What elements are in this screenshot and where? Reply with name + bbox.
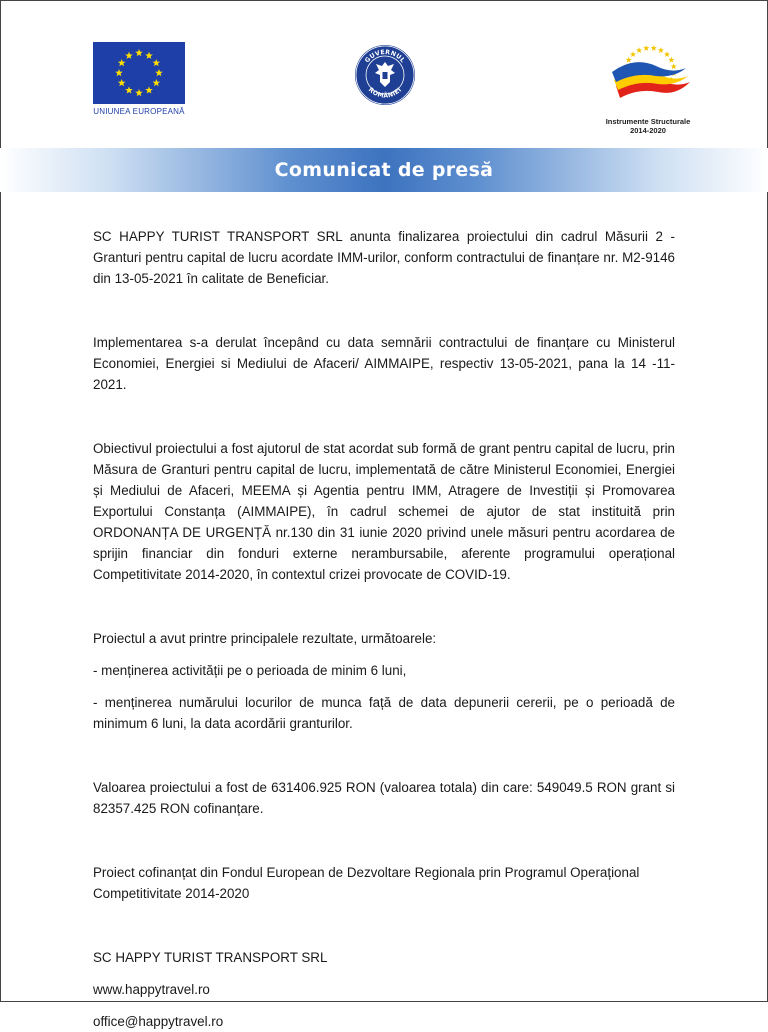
is-star-icon <box>636 47 642 53</box>
svg-text:ROMÂNIEI: ROMÂNIEI <box>366 86 404 100</box>
eu-star-icon <box>125 86 133 93</box>
eu-star-icon <box>135 49 143 56</box>
is-star-icon <box>626 57 632 63</box>
is-star-icon <box>664 51 670 57</box>
press-release-body <box>93 226 675 1032</box>
eu-star-icon <box>155 69 163 76</box>
paragraph-objective: Obiectivul proiectului a fost ajutorul de stat acordat sub formă de grant pentru capital de lucru, prin Măsura de Granturi pentru capital de lucru, implementată de către Ministerul Economiei, Energiei și Mediului de Afaceri, MEEMA și Agentia pentru IMM, Atragere de Investiții și Promovarea Exportului Constanța (AIMMAIPE), în cadrul schemei de ajutor de stat instituită prin ORDONANȚA DE URGENȚĂ nr.130 din 31 iunie 2020 privind unele măsuri pentru acordarea de sprijin financiar din fonduri externe nerambursabile, aferente programului operațional Competitivitate 2014-2020, în contextul crizei provocate de COVID-19. <box>93 441 675 582</box>
eu-star-icon <box>115 69 123 76</box>
structural-instruments-icon <box>598 40 698 110</box>
eu-star-icon <box>135 89 143 96</box>
is-star-icon <box>630 51 636 57</box>
is-star-icon <box>643 45 649 51</box>
government-emblem <box>354 44 416 106</box>
is-star-icon <box>658 47 664 53</box>
eu-star-icon <box>125 52 133 59</box>
paragraph-cofinancing: Proiect cofinanțat din Fondul European de Dezvoltare Regionala prin Programul Operațional Competitivitate 2014-2020 <box>93 865 640 901</box>
is-star-icon <box>651 45 657 51</box>
paragraph-implementation: Implementarea s-a derulat începând cu data semnării contractului de finanțare cu Ministerul Economiei, Energiei si Mediului de Afaceri/ AIMMAIPE, respectiv 13-05-2021, pana la 14 -11-2021. <box>93 335 675 392</box>
is-caption-line-2: 2014-2020 <box>630 126 666 135</box>
eu-star-icon <box>153 79 161 86</box>
paragraph-announcement: SC HAPPY TURIST TRANSPORT SRL anunta finalizarea proiectului din cadrul Măsurii 2 - Granturi pentru capital de lucru acordate IMM-urilor, conform contractului de finanțare nr. M2-9146 din 13-05-2021 în calitate de Beneficiar. <box>93 229 675 286</box>
page-title: Comunicat de presă <box>274 159 494 181</box>
eu-caption: UNIUNEA EUROPEANĂ <box>93 107 185 116</box>
results-intro: Proiectul a avut printre principalele rezultate, următoarele: <box>93 631 437 646</box>
is-caption-line-1: Instrumente Structurale <box>605 117 691 126</box>
eu-logo <box>93 42 185 116</box>
eu-star-icon <box>118 79 126 86</box>
eu-star-icon <box>118 59 126 66</box>
svg-text:GUVERNUL: GUVERNUL <box>363 48 407 65</box>
eu-stars-icon <box>93 42 185 104</box>
eu-star-icon <box>153 59 161 66</box>
is-star-icon <box>671 63 677 69</box>
title-banner <box>0 148 768 192</box>
instrumente-structurale-logo <box>598 40 698 135</box>
result-item-2: - menținerea numărului locurilor de munca față de data depunerii cererii, pe o perioadă de minimum 6 luni, la data acordării granturilor. <box>93 695 675 731</box>
eu-star-icon <box>145 52 153 59</box>
is-star-icon <box>668 57 674 63</box>
website-link[interactable]: www.happytravel.ro <box>93 982 210 997</box>
company-name: SC HAPPY TURIST TRANSPORT SRL <box>93 950 328 965</box>
email-link[interactable]: office@happytravel.ro <box>93 1014 224 1029</box>
result-item-1: - menținerea activității pe o perioada de minim 6 luni, <box>93 663 407 678</box>
eu-flag <box>93 42 185 104</box>
eu-star-icon <box>145 86 153 93</box>
paragraph-value: Valoarea proiectului a fost de 631406.925 RON (valoarea totala) din care: 549049.5 RON grant si 82357.425 RON cofinanțare. <box>93 780 675 816</box>
